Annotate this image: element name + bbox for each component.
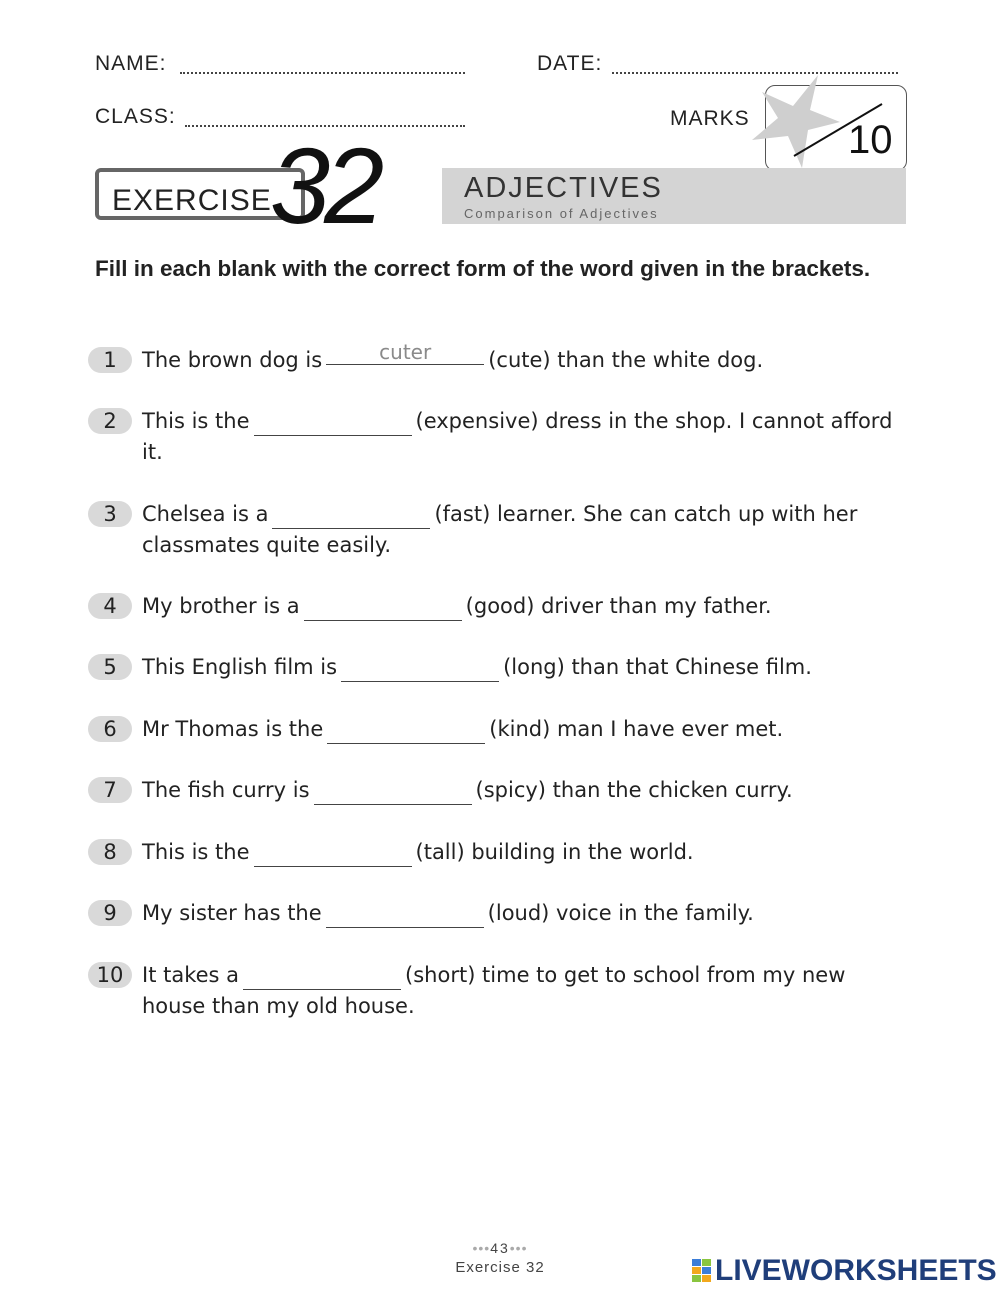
name-label: NAME: (95, 52, 167, 75)
question-text: This is the (tall) building in the world. (142, 837, 912, 868)
answer-input[interactable] (254, 411, 412, 436)
liveworksheets-logo[interactable] (692, 1254, 997, 1288)
question-text: This is the (expensive) dress in the shop. I cannot afford it. (142, 409, 893, 464)
question-text: The fish curry is (spicy) than the chicken curry. (142, 775, 912, 806)
answer-input[interactable] (272, 504, 430, 529)
question-number: 2 (88, 408, 132, 434)
question-number: 4 (88, 593, 132, 619)
answer-input[interactable] (314, 780, 472, 805)
question-text: Chelsea is a (fast) learner. She can catch up with her classmates quite easily. (142, 502, 858, 557)
question-number: 8 (88, 839, 132, 865)
question-text: The brown dog iscuter (cute) than the white dog. (142, 345, 912, 376)
question-number: 10 (88, 962, 132, 988)
question-text: Mr Thomas is the (kind) man I have ever met. (142, 714, 912, 745)
answer-input[interactable] (243, 965, 401, 990)
question-number: 6 (88, 716, 132, 742)
answer-input[interactable] (327, 719, 485, 744)
answer-input[interactable] (341, 657, 499, 682)
marks-label: MARKS (670, 107, 750, 130)
question-text: My brother is a (good) driver than my father. (142, 591, 912, 622)
liveworksheets-logo-text: LIVEWORKSHEETS (715, 1254, 997, 1287)
question-number: 9 (88, 900, 132, 926)
question-number: 1 (88, 347, 132, 373)
question-number: 7 (88, 777, 132, 803)
date-label: DATE: (537, 52, 603, 75)
question-number: 5 (88, 654, 132, 680)
answer-input[interactable] (326, 903, 484, 928)
name-field-line[interactable] (180, 72, 465, 74)
answer-input[interactable] (304, 596, 462, 621)
class-label: CLASS: (95, 105, 176, 128)
topic-title: ADJECTIVES (464, 172, 663, 204)
page-number: •••43••• (472, 1240, 528, 1256)
answer-input[interactable] (326, 340, 484, 365)
question-text: It takes a (short) time to get to school from my new house than my old house. (142, 963, 846, 1018)
question-number: 3 (88, 501, 132, 527)
question-text: This English film is (long) than that Chinese film. (142, 652, 912, 683)
liveworksheets-logo-icon (692, 1259, 712, 1283)
exercise-number: 32 (270, 125, 379, 246)
marks-total: 10 (848, 118, 893, 162)
instructions: Fill in each blank with the correct form of the word given in the brackets. (95, 256, 871, 281)
topic-subtitle: Comparison of Adjectives (464, 206, 659, 221)
exercise-word: EXERCISE (112, 184, 272, 217)
footer-exercise-label: Exercise 32 (455, 1259, 545, 1276)
question-text: My sister has the (loud) voice in the family. (142, 898, 912, 929)
answer-input[interactable] (254, 842, 412, 867)
